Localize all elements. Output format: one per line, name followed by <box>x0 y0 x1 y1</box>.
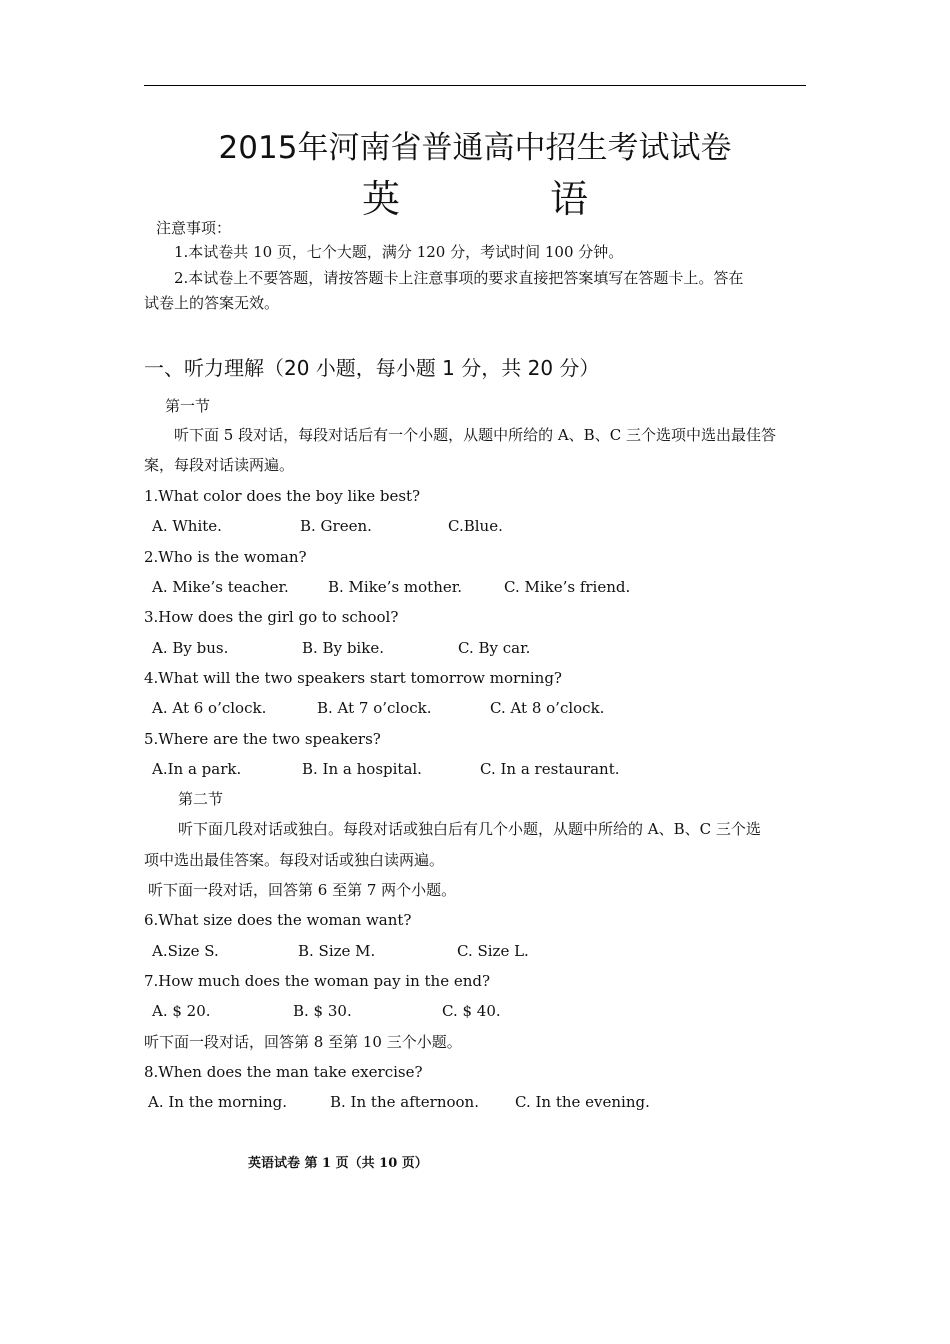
q3-option-c: C. By car. <box>458 639 531 657</box>
question-6: 6.What size does the woman want? <box>144 911 412 929</box>
subject-char-1: 英 <box>361 177 400 221</box>
question-2: 2.Who is the woman? <box>144 548 307 566</box>
section-title: 一、听力理解（20 小题，每小题 1 分，共 20 分） <box>144 356 600 380</box>
notes-heading: 注意事项： <box>156 219 232 237</box>
question-8: 8.When does the man take exercise? <box>144 1063 423 1081</box>
dialog-8-10-instructions: 听下面一段对话，回答第 8 至第 10 三个小题。 <box>144 1033 462 1051</box>
q1-option-b: B. Green. <box>300 517 372 535</box>
q7-option-a: A. $ 20. <box>152 1002 211 1020</box>
q4-option-b: B. At 7 o’clock. <box>317 699 432 717</box>
exam-title: 2015年河南省普通高中招生考试试卷 <box>218 130 732 166</box>
subject-char-2: 语 <box>550 177 589 221</box>
q8-option-c: C. In the evening. <box>515 1093 650 1111</box>
q6-option-b: B. Size M. <box>298 942 376 960</box>
dialog-6-7-instructions: 听下面一段对话，回答第 6 至第 7 两个小题。 <box>148 881 457 899</box>
part1-label: 第一节 <box>165 397 211 415</box>
question-1: 1.What color does the boy like best? <box>144 487 421 505</box>
subject-title <box>144 168 806 223</box>
part2-instructions-b: 项中选出最佳答案。每段对话或独白读两遍。 <box>144 851 445 869</box>
header-rule <box>144 85 806 86</box>
q7-option-b: B. $ 30. <box>293 1002 352 1020</box>
q5-option-c: C. In a restaurant. <box>480 760 620 778</box>
page-footer: 英语试卷 第 1 页（共 10 页） <box>248 1156 428 1171</box>
q6-option-c: C. Size L. <box>457 942 529 960</box>
q4-option-c: C. At 8 o’clock. <box>490 699 605 717</box>
note-item-2a: 2.本试卷上不要答题，请按答题卡上注意事项的要求直接把答案填写在答题卡上。答在 <box>174 269 744 287</box>
part1-instructions-a: 听下面 5 段对话，每段对话后有一个小题，从题中所给的 A、B、C 三个选项中选出最佳答 <box>174 426 776 444</box>
question-4: 4.What will the two speakers start tomorrow morning? <box>144 669 562 687</box>
q2-option-a: A. Mike’s teacher. <box>152 578 289 596</box>
q1-option-c: C.Blue. <box>448 517 503 535</box>
question-5: 5.Where are the two speakers? <box>144 730 381 748</box>
q5-option-b: B. In a hospital. <box>302 760 422 778</box>
question-7: 7.How much does the woman pay in the end? <box>144 972 491 990</box>
part2-instructions-a: 听下面几段对话或独白。每段对话或独白后有几个小题，从题中所给的 A、B、C 三个选 <box>178 820 761 838</box>
q6-option-a: A.Size S. <box>152 942 219 960</box>
q3-option-b: B. By bike. <box>302 639 384 657</box>
q7-option-c: C. $ 40. <box>442 1002 501 1020</box>
note-item-2b: 试卷上的答案无效。 <box>144 294 280 312</box>
q8-option-a: A. In the morning. <box>148 1093 287 1111</box>
question-3: 3.How does the girl go to school? <box>144 608 399 626</box>
q4-option-a: A. At 6 o’clock. <box>152 699 267 717</box>
q3-option-a: A. By bus. <box>152 639 229 657</box>
part2-label: 第二节 <box>178 790 224 808</box>
q5-option-a: A.In a park. <box>152 760 242 778</box>
q2-option-c: C. Mike’s friend. <box>504 578 631 596</box>
note-item-1: 1.本试卷共 10 页，七个大题，满分 120 分，考试时间 100 分钟。 <box>174 243 624 261</box>
part1-instructions-b: 案，每段对话读两遍。 <box>144 456 295 474</box>
q1-option-a: A. White. <box>152 517 222 535</box>
q2-option-b: B. Mike’s mother. <box>328 578 463 596</box>
q8-option-b: B. In the afternoon. <box>330 1093 479 1111</box>
